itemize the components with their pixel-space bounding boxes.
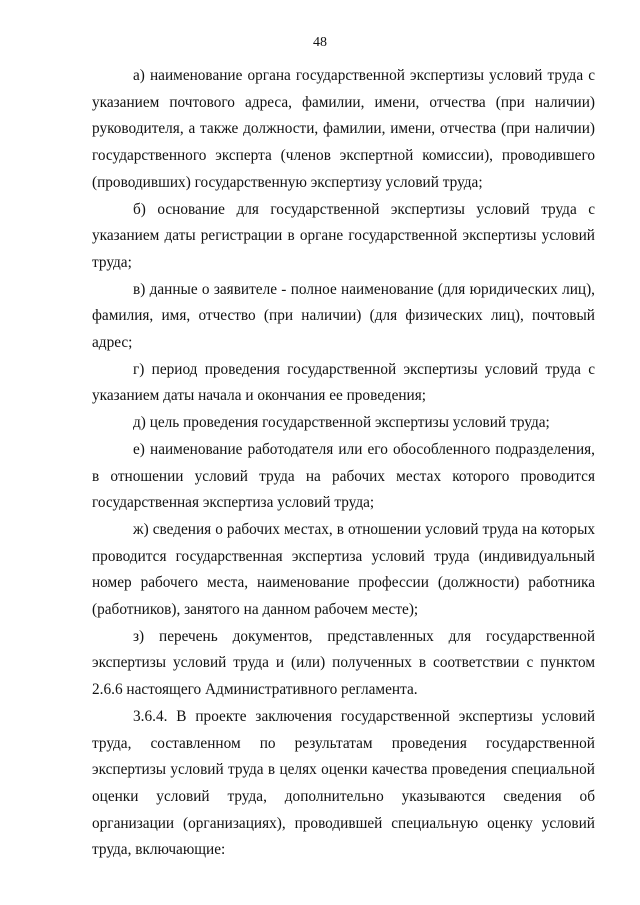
paragraph-item-a: а) наименование органа государственной экспертизы условий труда с указанием почтового адреса, фамилии, имени, отчества (при наличии) руководителя, а также должности, фамилии, имени, отчества (при наличии) государственного эксперта (членов экспертной комиссии), проводившего (проводивших) государственную экспертизу условий труда; bbox=[92, 67, 595, 191]
paragraph-item-g: г) период проведения государственной экспертизы условий труда с указанием даты начала и окончания ее проведения; bbox=[92, 360, 595, 405]
paragraph-item-z: з) перечень документов, представленных для государственной экспертизы условий труда и (или) полученных в соответствии с пунктом 2.6.6 настоящего Административного регламента. bbox=[92, 627, 595, 699]
document-body bbox=[92, 63, 595, 864]
paragraph-item-e: е) наименование работодателя или его обособленного подразделения, в отношении условий труда на рабочих местах которого проводится государственная экспертиза условий труда; bbox=[92, 440, 595, 512]
paragraph-item-b: б) основание для государственной экспертизы условий труда с указанием даты регистрации в органе государственной экспертизы условий труда; bbox=[92, 200, 595, 271]
page-number: 48 bbox=[313, 35, 327, 50]
paragraph-item-d: д) цель проведения государственной экспертизы условий труда; bbox=[133, 414, 550, 432]
paragraph-item-v: в) данные о заявителе - полное наименование (для юридических лиц), фамилия, имя, отчество (при наличии) (для физических лиц), почтовый адрес; bbox=[92, 280, 595, 352]
paragraph-clause-3-6-4: 3.6.4. В проекте заключения государственной экспертизы условий труда, составленном по результатам проведения государственной экспертизы условий труда в целях оценки качества проведения специальной оценки условий труда, дополнительно указываются сведения об организации (организациях), проводившей специальную оценку условий труда, включающие: bbox=[92, 707, 595, 859]
paragraph-item-zh: ж) сведения о рабочих местах, в отношении условий труда на которых проводится государственная экспертиза условий труда (индивидуальный номер рабочего места, наименование профессии (должности) работника (работников), занятого на данном рабочем месте); bbox=[92, 520, 595, 619]
